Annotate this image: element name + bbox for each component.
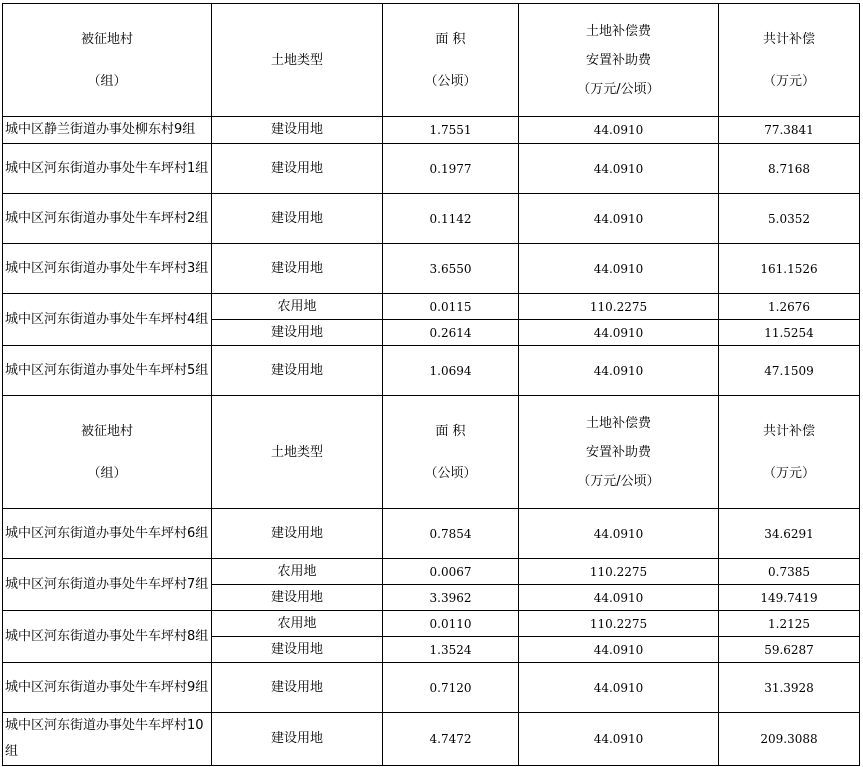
header-spacer <box>3 50 211 71</box>
header-total-label: 共计补偿 <box>762 423 815 439</box>
header-village-unit: （组） <box>87 465 127 481</box>
fee-cell: 44.0910 <box>519 713 719 766</box>
area-cell: 0.7854 <box>383 509 519 559</box>
fee-cell: 44.0910 <box>519 244 719 294</box>
header-village-label: 被征地村 <box>80 423 133 439</box>
land-type-cell: 农用地 <box>212 559 383 585</box>
fee-cell: 44.0910 <box>519 663 719 713</box>
header-spacer <box>383 50 518 71</box>
total-cell: 161.1526 <box>719 244 860 294</box>
header-fee <box>519 396 719 509</box>
land-type-cell: 建设用地 <box>212 509 383 559</box>
fee-cell: 110.2275 <box>519 611 719 637</box>
area-cell: 1.0694 <box>383 346 519 396</box>
header-village-unit: （组） <box>87 73 127 89</box>
land-type-cell: 建设用地 <box>212 585 383 611</box>
header-land-type <box>212 396 383 509</box>
header-area <box>383 396 519 509</box>
fee-cell: 110.2275 <box>519 294 719 320</box>
compensation-table <box>2 3 860 766</box>
table-row <box>3 346 860 396</box>
header-row <box>3 4 860 117</box>
table-row <box>3 117 860 144</box>
land-type-cell: 建设用地 <box>212 244 383 294</box>
header-fee <box>519 4 719 117</box>
total-cell: 59.6287 <box>719 637 860 663</box>
table-row <box>3 294 860 320</box>
village-name: 城中区河东街道办事处牛车坪村1组 <box>3 144 212 194</box>
land-type-cell: 建设用地 <box>212 194 383 244</box>
header-spacer <box>3 442 211 463</box>
header-area-unit: （公顷） <box>424 465 477 481</box>
header-village <box>3 4 212 117</box>
fee-cell: 44.0910 <box>519 509 719 559</box>
header-fee-label: 土地补偿费 <box>585 415 651 431</box>
area-cell: 0.0110 <box>383 611 519 637</box>
fee-cell: 44.0910 <box>519 194 719 244</box>
header-area-unit: （公顷） <box>424 73 477 89</box>
header-spacer <box>519 71 718 79</box>
village-name: 城中区河东街道办事处牛车坪村9组 <box>3 663 212 713</box>
total-cell: 1.2676 <box>719 294 860 320</box>
village-name: 城中区河东街道办事处牛车坪村8组 <box>3 611 212 663</box>
area-cell: 1.3524 <box>383 637 519 663</box>
header-row <box>3 396 860 509</box>
header-village <box>3 396 212 509</box>
header-total-unit: （万元） <box>762 73 815 89</box>
header-spacer <box>519 434 718 442</box>
fee-cell: 44.0910 <box>519 637 719 663</box>
land-type-cell: 建设用地 <box>212 637 383 663</box>
table-row <box>3 194 860 244</box>
fee-cell: 44.0910 <box>519 585 719 611</box>
header-total <box>719 4 860 117</box>
land-type-cell: 建设用地 <box>212 663 383 713</box>
village-name: 城中区河东街道办事处牛车坪村2组 <box>3 194 212 244</box>
header-fee-label: 土地补偿费 <box>585 23 651 39</box>
village-name: 城中区河东街道办事处牛车坪村4组 <box>3 294 212 346</box>
area-cell: 1.7551 <box>383 117 519 144</box>
table-row <box>3 559 860 585</box>
header-fee-label2: 安置补助费 <box>585 444 651 460</box>
area-cell: 0.0115 <box>383 294 519 320</box>
fee-cell: 44.0910 <box>519 320 719 346</box>
header-spacer <box>519 42 718 50</box>
village-name: 城中区河东街道办事处牛车坪村5组 <box>3 346 212 396</box>
fee-cell: 44.0910 <box>519 117 719 144</box>
area-cell: 0.1142 <box>383 194 519 244</box>
total-cell: 31.3928 <box>719 663 860 713</box>
table-body <box>3 4 860 766</box>
area-cell: 0.0067 <box>383 559 519 585</box>
table-row <box>3 663 860 713</box>
header-land-type <box>212 4 383 117</box>
area-cell: 0.2614 <box>383 320 519 346</box>
village-name: 城中区河东街道办事处牛车坪村3组 <box>3 244 212 294</box>
table-row <box>3 611 860 637</box>
fee-cell: 110.2275 <box>519 559 719 585</box>
area-cell: 0.1977 <box>383 144 519 194</box>
header-fee-unit: （万元/公顷） <box>577 473 660 489</box>
area-cell: 0.7120 <box>383 663 519 713</box>
land-type-cell: 建设用地 <box>212 346 383 396</box>
header-land-type-label: 土地类型 <box>270 444 323 460</box>
total-cell: 1.2125 <box>719 611 860 637</box>
fee-cell: 44.0910 <box>519 346 719 396</box>
header-area <box>383 4 519 117</box>
total-cell: 5.0352 <box>719 194 860 244</box>
total-cell: 0.7385 <box>719 559 860 585</box>
land-type-cell: 农用地 <box>212 611 383 637</box>
table-row <box>3 244 860 294</box>
header-spacer <box>719 50 859 71</box>
header-fee-unit: （万元/公顷） <box>577 81 660 97</box>
header-village-label: 被征地村 <box>80 31 133 47</box>
header-total-label: 共计补偿 <box>762 31 815 47</box>
table-row <box>3 509 860 559</box>
header-fee-label2: 安置补助费 <box>585 52 651 68</box>
area-cell: 3.6550 <box>383 244 519 294</box>
total-cell: 209.3088 <box>719 713 860 766</box>
total-cell: 34.6291 <box>719 509 860 559</box>
land-type-cell: 建设用地 <box>212 144 383 194</box>
header-spacer <box>383 442 518 463</box>
total-cell: 8.7168 <box>719 144 860 194</box>
header-spacer <box>519 463 718 471</box>
total-cell: 11.5254 <box>719 320 860 346</box>
table-row <box>3 713 860 766</box>
header-land-type-label: 土地类型 <box>270 52 323 68</box>
header-total-unit: （万元） <box>762 465 815 481</box>
land-type-cell: 农用地 <box>212 294 383 320</box>
village-name: 城中区河东街道办事处牛车坪村6组 <box>3 509 212 559</box>
village-name: 城中区河东街道办事处牛车坪村10组 <box>3 713 212 766</box>
land-type-cell: 建设用地 <box>212 320 383 346</box>
land-type-cell: 建设用地 <box>212 713 383 766</box>
header-area-label: 面 积 <box>435 31 466 47</box>
fee-cell: 44.0910 <box>519 144 719 194</box>
header-spacer <box>719 442 859 463</box>
area-cell: 3.3962 <box>383 585 519 611</box>
header-area-label: 面 积 <box>435 423 466 439</box>
total-cell: 47.1509 <box>719 346 860 396</box>
total-cell: 77.3841 <box>719 117 860 144</box>
village-name: 城中区静兰街道办事处柳东村9组 <box>3 117 212 144</box>
total-cell: 149.7419 <box>719 585 860 611</box>
header-total <box>719 396 860 509</box>
land-type-cell: 建设用地 <box>212 117 383 144</box>
table-row <box>3 144 860 194</box>
area-cell: 4.7472 <box>383 713 519 766</box>
village-name: 城中区河东街道办事处牛车坪村7组 <box>3 559 212 611</box>
